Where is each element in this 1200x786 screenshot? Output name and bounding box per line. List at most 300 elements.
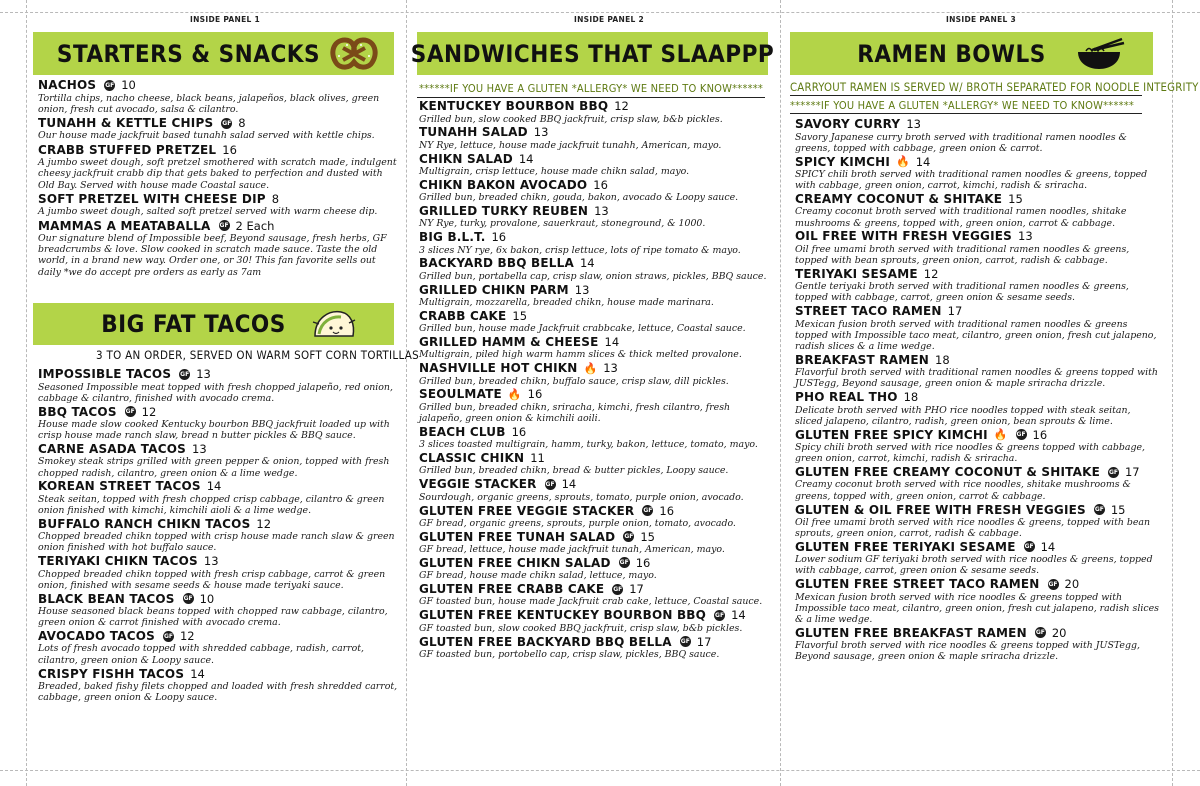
menu-item-name: GLUTEN FREE TUNAH SALAD bbox=[419, 529, 616, 544]
menu-item-crispy-fishh-tacos bbox=[38, 666, 398, 703]
menu-item-price: 11 bbox=[530, 451, 545, 466]
menu-item-tunahh-salad bbox=[419, 125, 774, 151]
menu-item-price: 15 bbox=[640, 529, 655, 544]
menu-item-name: CHIKN BAKON AVOCADO bbox=[419, 177, 588, 192]
spicy-flame-icon: 🔥 bbox=[896, 155, 910, 169]
menu-item-name: BACKYARD BBQ BELLA bbox=[419, 256, 574, 271]
menu-item-price: 13 bbox=[906, 117, 921, 132]
sandwiches-notice-rule bbox=[417, 97, 765, 98]
menu-item-name: BBQ TACOS bbox=[38, 404, 117, 419]
menu-item-header bbox=[419, 151, 774, 166]
menu-item-price: 13 bbox=[203, 554, 219, 569]
menu-item-name: GLUTEN FREE CREAMY COCONUT & SHITAKE bbox=[795, 465, 1100, 480]
menu-item-description: Grilled bun, portabella cap, crisp slaw, onion straws, pickles, BBQ sauce. bbox=[419, 270, 767, 282]
menu-item-name: SEOULMATE bbox=[419, 387, 502, 402]
menu-item-price: 18 bbox=[903, 390, 919, 405]
menu-item-name: GLUTEN & OIL FREE WITH FRESH VEGGIES bbox=[795, 502, 1086, 517]
menu-item-name: TERIYAKI CHIKN TACOS bbox=[38, 554, 198, 569]
menu-item-header bbox=[795, 192, 1160, 207]
menu-item-description: House made slow cooked Kentucky bourbon BBQ jackfruit loaded up with crisp house made ranch slaw, bread n butter pickles & BBQ sauce. bbox=[38, 418, 390, 442]
menu-item-name: AVOCADO TACOS bbox=[38, 629, 155, 644]
menu-item-header bbox=[795, 154, 1160, 169]
gluten-free-badge-icon: GF bbox=[619, 559, 629, 567]
menu-item-price: 8 bbox=[271, 191, 280, 206]
menu-item-description: Steak seitan, topped with fresh chopped crisp cabbage, cilantro & green onion finished with kimchi, kimchili aioli & a lime wedge. bbox=[38, 493, 385, 516]
menu-item-name: CARNE ASADA TACOS bbox=[38, 442, 186, 457]
menu-item-header bbox=[795, 502, 1160, 517]
menu-item-price: 16 bbox=[1032, 427, 1048, 442]
menu-item-description: Mexican fusion broth served with traditional ramen noodles & greens topped with Impossible taco meat, cilantro, green onion, fresh cut jalapeno, radish slices & a lime wedge. bbox=[795, 318, 1157, 352]
menu-item-big-b-l-t bbox=[419, 230, 774, 256]
menu-item-price: 20 bbox=[1051, 625, 1067, 640]
menu-item-name: BUFFALO RANCH CHIKN TACOS bbox=[38, 516, 251, 531]
menu-item-creamy-coconut-shitake bbox=[795, 192, 1160, 229]
menu-item-mammas-a-meataballa bbox=[38, 218, 398, 277]
menu-item-description: Tortilla chips, nacho cheese, black beans, jalapeños, black olives, green onion, fresh cut avocado, salsa & cilantro. bbox=[38, 92, 380, 115]
menu-item-header bbox=[795, 465, 1160, 480]
menu-item-price: 16 bbox=[635, 555, 651, 570]
menu-item-description: Creamy coconut broth served with traditional ramen noodles, shitake mushrooms & greens, topped with, green onion, carrot & cabbage. bbox=[795, 206, 1127, 229]
menu-item-header bbox=[419, 582, 774, 597]
menu-item-description: Grilled bun, breaded chikn, buffalo sauce, crisp slaw, dill pickles. bbox=[419, 375, 729, 387]
menu-item-name: IMPOSSIBLE TACOS bbox=[38, 367, 172, 382]
menu-item-header bbox=[795, 267, 1160, 282]
menu-item-price: 8 bbox=[238, 116, 246, 131]
menu-item-name: GLUTEN FREE TERIYAKI SESAME bbox=[795, 539, 1016, 554]
menu-item-name: CLASSIC CHIKN bbox=[419, 451, 525, 466]
menu-item-buffalo-ranch-chikn-tacos bbox=[38, 517, 398, 554]
menu-item-price: 13 bbox=[574, 282, 590, 297]
menu-item-description: NY Rye, lettuce, house made jackfruit tunahh, American, mayo. bbox=[419, 139, 722, 151]
menu-item-gluten-oil-free-with-fresh-veggies bbox=[795, 502, 1160, 539]
pretzel-icon bbox=[329, 36, 379, 72]
ramen-bowl-icon bbox=[1072, 36, 1126, 72]
menu-item-gluten-free-creamy-coconut-shitake bbox=[795, 465, 1160, 502]
menu-item-header bbox=[419, 451, 774, 466]
menu-item-grilled-chikn-parm bbox=[419, 282, 774, 308]
menu-item-bbq-tacos bbox=[38, 404, 398, 441]
menu-item-header bbox=[38, 666, 398, 681]
menu-item-price: 16 bbox=[593, 177, 608, 192]
menu-item-price: 17 bbox=[947, 304, 963, 319]
menu-item-name: TUNAHH SALAD bbox=[419, 125, 528, 140]
menu-item-seoulmate bbox=[419, 387, 774, 424]
menu-item-nachos bbox=[38, 78, 398, 115]
menu-item-name: MAMMAS A MEATABALLA bbox=[38, 218, 211, 233]
menu-item-beach-club bbox=[419, 425, 774, 451]
starters-banner bbox=[33, 32, 394, 75]
menu-item-header bbox=[795, 353, 1160, 368]
menu-item-description: Multigrain, mozzarella, breaded chikn, house made marinara. bbox=[419, 296, 714, 308]
menu-item-description: Oil free umami broth served with rice noodles & greens, topped with bean sprouts, green onion, carrot, radish & cabbage. bbox=[795, 516, 1151, 539]
menu-item-header bbox=[795, 117, 1160, 132]
menu-item-description: 3 slices NY rye, 6x bakon, crisp lettuce, lots of ripe tomato & mayo. bbox=[419, 244, 741, 256]
trim-guide-top bbox=[0, 12, 1200, 13]
menu-item-impossible-tacos bbox=[38, 367, 398, 404]
menu-item-header bbox=[419, 556, 774, 571]
gluten-free-badge-icon: GF bbox=[163, 632, 173, 640]
menu-item-header bbox=[38, 192, 398, 207]
menu-item-gluten-free-teriyaki-sesame bbox=[795, 540, 1160, 577]
menu-item-price: 14 bbox=[915, 154, 931, 169]
menu-item-name: GLUTEN FREE BACKYARD BBQ BELLA bbox=[419, 634, 672, 649]
menu-item-header bbox=[419, 387, 774, 402]
menu-item-header bbox=[38, 367, 398, 382]
menu-item-header bbox=[419, 230, 774, 245]
panel-label-1: INSIDE PANEL 1 bbox=[190, 15, 261, 24]
menu-item-description: Seasoned Impossible meat topped with fresh chopped jalapeño, red onion, cabbage & cilantro, finished with avocado crema. bbox=[38, 381, 393, 404]
gluten-free-badge-icon: GF bbox=[219, 222, 229, 230]
fold-guide-1 bbox=[406, 0, 407, 786]
menu-item-header bbox=[38, 404, 398, 419]
menu-item-backyard-bbq-bella bbox=[419, 256, 774, 282]
menu-item-gluten-free-tunah-salad bbox=[419, 529, 774, 555]
menu-item-description: GF toasted bun, slow cooked BBQ jackfruit, crisp slaw, b&b pickles. bbox=[419, 622, 743, 634]
menu-item-gluten-free-spicy-kimchi bbox=[795, 427, 1160, 464]
menu-item-description: Flavorful broth served with rice noodles & greens topped with JUSTegg, Beyond sausage, green onion & maple sriracha drizzle. bbox=[795, 640, 1140, 663]
menu-item-name: BREAKFAST RAMEN bbox=[795, 352, 929, 367]
menu-item-gluten-free-chikn-salad bbox=[419, 556, 774, 582]
sandwiches-title: SANDWICHES THAT SLAAPPP bbox=[410, 39, 775, 68]
menu-item-gluten-free-veggie-stacker bbox=[419, 503, 774, 529]
menu-item-header bbox=[38, 479, 398, 494]
menu-item-description: Grilled bun, breaded chikn, bread & butter pickles, Loopy sauce. bbox=[419, 465, 729, 477]
menu-item-header bbox=[419, 529, 774, 544]
ramen-banner bbox=[790, 32, 1153, 75]
menu-item-oil-free-with-fresh-veggies bbox=[795, 229, 1160, 266]
menu-item-description: Lower sodium GF teriyaki broth served with rice noodles & greens, topped with cabbage, carrot, green onion & sesame seeds. bbox=[795, 554, 1153, 577]
menu-item-description: Our house made jackfruit based tunahh salad served with kettle chips. bbox=[38, 130, 375, 142]
gluten-free-badge-icon: GF bbox=[1035, 629, 1045, 637]
menu-item-header bbox=[38, 116, 398, 131]
menu-item-gluten-free-backyard-bbq-bella bbox=[419, 634, 774, 660]
menu-item-teriyaki-chikn-tacos bbox=[38, 554, 398, 591]
menu-item-description: Lots of fresh avocado topped with shredded cabbage, radish, carrot, cilantro, green onion & Loopy sauce. bbox=[38, 643, 365, 666]
menu-item-description: Flavorful broth served with traditional ramen noodles & greens topped with JUSTegg, Beyond sausage, green onion & maple sriracha drizzle. bbox=[795, 367, 1158, 390]
menu-item-chikn-bakon-avocado bbox=[419, 178, 774, 204]
menu-item-price: 17 bbox=[696, 634, 712, 649]
menu-item-header bbox=[419, 204, 774, 219]
menu-item-header bbox=[795, 304, 1160, 319]
menu-item-price: 17 bbox=[1124, 465, 1140, 480]
menu-item-description: Oil free umami broth served with traditional ramen noodles & greens, topped with bean sprouts, green onion, carrot, radish & cabbage. bbox=[795, 243, 1130, 266]
menu-item-header bbox=[38, 517, 398, 532]
gluten-free-badge-icon: GF bbox=[1108, 468, 1118, 476]
menu-item-header bbox=[38, 143, 398, 158]
menu-item-nashville-hot-chikn bbox=[419, 361, 774, 387]
menu-item-header bbox=[419, 256, 774, 271]
menu-item-chikn-salad bbox=[419, 151, 774, 177]
menu-item-name: CHIKN SALAD bbox=[419, 151, 513, 166]
menu-item-price: 12 bbox=[256, 516, 272, 531]
menu-item-price: 13 bbox=[196, 367, 211, 382]
menu-item-header bbox=[38, 591, 398, 606]
gluten-free-badge-icon: GF bbox=[105, 81, 115, 89]
menu-item-price: 13 bbox=[192, 442, 207, 457]
menu-item-description: A jumbo sweet dough, soft pretzel smothered with scratch made, indulgent cheesy jackfruit crabb dip that gets baked to perfection and dusted with Old Bay. Served with house made Coastal sauce. bbox=[38, 157, 397, 191]
menu-item-description: Savory Japanese curry broth served with traditional ramen noodles & greens, topped with cabbage, green onion & carrot. bbox=[795, 131, 1127, 154]
fold-guide-2 bbox=[780, 0, 781, 786]
sandwiches-allergy-notice: ******IF YOU HAVE A GLUTEN *ALLERGY* WE NEED TO KNOW****** bbox=[419, 82, 764, 95]
menu-item-street-taco-ramen bbox=[795, 304, 1160, 352]
menu-item-header bbox=[419, 503, 774, 518]
menu-item-carne-asada-tacos bbox=[38, 442, 398, 479]
menu-item-price: 16 bbox=[222, 142, 237, 157]
panel-label-3: INSIDE PANEL 3 bbox=[946, 15, 1017, 24]
menu-item-name: KOREAN STREET TACOS bbox=[38, 479, 201, 494]
menu-item-header bbox=[419, 361, 774, 376]
menu-item-header bbox=[419, 125, 774, 140]
menu-item-gluten-free-breakfast-ramen bbox=[795, 626, 1160, 663]
menu-item-price: 14 bbox=[518, 151, 534, 166]
menu-item-price: 14 bbox=[561, 477, 577, 492]
menu-item-description: Sourdough, organic greens, sprouts, tomato, purple onion, avocado. bbox=[419, 491, 744, 503]
menu-item-price: 15 bbox=[1110, 502, 1126, 517]
menu-item-name: GLUTEN FREE SPICY KIMCHI bbox=[795, 427, 988, 442]
menu-item-description: Chopped breaded chikn topped with crisp house made ranch slaw & green onion finished with hot buffalo sauce. bbox=[38, 531, 395, 554]
gluten-free-badge-icon: GF bbox=[183, 595, 193, 603]
menu-item-description: GF toasted bun, house made Jackfruit crab cake, lettuce, Coastal sauce. bbox=[419, 596, 763, 608]
menu-item-avocado-tacos bbox=[38, 629, 398, 666]
menu-item-name: TUNAHH & KETTLE CHIPS bbox=[38, 116, 214, 131]
menu-item-price: 17 bbox=[629, 582, 644, 597]
menu-item-header bbox=[795, 626, 1160, 641]
sandwiches-list bbox=[419, 99, 774, 660]
tacos-title: BIG FAT TACOS bbox=[101, 310, 286, 338]
menu-item-price: 12 bbox=[923, 266, 939, 281]
ramen-notice-rule bbox=[790, 113, 1142, 114]
menu-item-black-bean-tacos bbox=[38, 591, 398, 628]
menu-item-price: 20 bbox=[1064, 577, 1080, 592]
menu-item-price: 15 bbox=[1008, 192, 1023, 207]
menu-item-header bbox=[795, 427, 1160, 442]
menu-item-price: 18 bbox=[935, 352, 950, 367]
menu-item-price: 13 bbox=[594, 204, 609, 219]
menu-item-name: KENTUCKEY BOURBON BBQ bbox=[419, 99, 609, 114]
menu-item-name: CRABB STUFFED PRETZEL bbox=[38, 142, 217, 157]
menu-item-kentuckey-bourbon-bbq bbox=[419, 99, 774, 125]
menu-item-name: GLUTEN FREE KENTUCKEY BOURBON BBQ bbox=[419, 608, 707, 623]
menu-item-description: SPICY chili broth served with traditional ramen noodles & greens, topped with cabbage, green onion, carrot, kimchi, radish & sriracha. bbox=[795, 168, 1148, 192]
menu-item-name: GLUTEN FREE BREAKFAST RAMEN bbox=[795, 625, 1027, 640]
menu-item-name: CREAMY COCONUT & SHITAKE bbox=[795, 192, 1003, 207]
menu-item-price: 13 bbox=[603, 361, 618, 376]
menu-item-name: NASHVILLE HOT CHIKN bbox=[419, 361, 578, 376]
menu-item-price: 14 bbox=[579, 256, 595, 271]
menu-item-price: 14 bbox=[1040, 539, 1056, 554]
menu-item-spicy-kimchi bbox=[795, 154, 1160, 191]
menu-item-name: TERIYAKI SESAME bbox=[795, 266, 918, 281]
gluten-free-badge-icon: GF bbox=[1024, 543, 1034, 551]
gluten-free-badge-icon: GF bbox=[1048, 580, 1058, 588]
menu-item-description: Smokey steak strips grilled with green pepper & onion, topped with fresh chopped radish, cilantro, green onion & a lime wedge. bbox=[38, 456, 390, 479]
menu-item-price: 12 bbox=[179, 629, 195, 644]
menu-item-price: 12 bbox=[141, 404, 157, 419]
menu-item-description: 3 slices toasted multigrain, hamm, turky, bakon, lettuce, tomato, mayo. bbox=[419, 439, 758, 451]
sandwiches-banner bbox=[410, 32, 775, 75]
menu-item-description: A jumbo sweet dough, salted soft pretzel served with warm cheese dip. bbox=[38, 206, 378, 218]
starters-title: STARTERS & SNACKS bbox=[56, 39, 321, 68]
menu-item-header bbox=[419, 477, 774, 492]
menu-item-description: House seasoned black beans topped with chopped raw cabbage, cilantro, green onion & carrot finished with avocado crema. bbox=[38, 605, 388, 629]
menu-item-price: 10 bbox=[199, 591, 215, 606]
panel-label-2: INSIDE PANEL 2 bbox=[574, 15, 645, 24]
menu-item-price: 12 bbox=[614, 99, 629, 114]
menu-item-name: NACHOS bbox=[38, 78, 97, 93]
menu-item-description: Grilled bun, breaded chikn, sriracha, kimchi, fresh cilantro, fresh jalapeño, green onion & kimchili aoili. bbox=[419, 401, 731, 424]
menu-item-name: OIL FREE WITH FRESH VEGGIES bbox=[795, 229, 1012, 244]
menu-item-name: BEACH CLUB bbox=[419, 424, 506, 439]
menu-item-name: SOFT PRETZEL WITH CHEESE DIP bbox=[38, 191, 266, 206]
menu-item-header bbox=[419, 309, 774, 324]
gluten-free-badge-icon: GF bbox=[624, 533, 634, 541]
menu-item-header bbox=[419, 282, 774, 297]
starters-list bbox=[38, 78, 398, 279]
menu-item-name: GLUTEN FREE VEGGIE STACKER bbox=[419, 503, 635, 518]
menu-item-price: 13 bbox=[1018, 229, 1033, 244]
menu-item-price: 2 Each bbox=[235, 218, 275, 233]
menu-item-name: GRILLED CHIKN PARM bbox=[419, 282, 569, 297]
taco-icon bbox=[311, 306, 357, 342]
menu-item-name: VEGGIE STACKER bbox=[419, 477, 537, 492]
ramen-allergy-notice: ******IF YOU HAVE A GLUTEN *ALLERGY* WE NEED TO KNOW****** bbox=[790, 99, 1135, 112]
ramen-carryout-note: CARRYOUT RAMEN IS SERVED W/ BROTH SEPARATED FOR NOODLE INTEGRITY bbox=[790, 81, 1199, 94]
menu-item-name: GLUTEN FREE CRABB CAKE bbox=[419, 582, 605, 597]
menu-item-name: CRISPY FISHH TACOS bbox=[38, 666, 185, 681]
gluten-free-badge-icon: GF bbox=[180, 370, 190, 378]
tacos-list bbox=[38, 367, 398, 704]
menu-item-description: Delicate broth served with PHO rice noodles topped with steak seitan, sliced jalapeno, cilantro, radish, green onion, bean sprouts & lime. bbox=[795, 404, 1131, 427]
menu-item-header bbox=[419, 335, 774, 350]
menu-item-grilled-hamm-cheese bbox=[419, 335, 774, 361]
menu-item-name: GRILLED TURKY REUBEN bbox=[419, 204, 589, 219]
ramen-carryout-rule bbox=[790, 95, 1142, 96]
trim-guide-right bbox=[1172, 0, 1173, 786]
gluten-free-badge-icon: GF bbox=[680, 638, 690, 646]
menu-item-tunahh-kettle-chips bbox=[38, 116, 398, 142]
menu-item-crabb-stuffed-pretzel bbox=[38, 143, 398, 191]
menu-item-soft-pretzel-with-cheese-dip bbox=[38, 192, 398, 218]
menu-item-name: GLUTEN FREE CHIKN SALAD bbox=[419, 555, 611, 570]
menu-item-price: 16 bbox=[527, 387, 543, 402]
ramen-title: RAMEN BOWLS bbox=[857, 39, 1046, 68]
gluten-free-badge-icon: GF bbox=[1094, 506, 1104, 514]
menu-item-grilled-turky-reuben bbox=[419, 204, 774, 230]
spicy-flame-icon: 🔥 bbox=[583, 361, 598, 375]
menu-item-price: 13 bbox=[533, 125, 549, 140]
menu-item-price: 10 bbox=[121, 78, 136, 93]
menu-item-header bbox=[419, 608, 774, 623]
menu-item-header bbox=[38, 442, 398, 457]
menu-item-name: STREET TACO RAMEN bbox=[795, 304, 942, 319]
gluten-free-badge-icon: GF bbox=[643, 507, 653, 514]
menu-item-header bbox=[795, 540, 1160, 555]
menu-item-header bbox=[419, 99, 774, 114]
menu-item-description: Spicy chili broth served with rice noodles & greens topped with cabbage, green onion, carrot, kimchi, radish & sriracha. bbox=[795, 441, 1145, 465]
menu-item-description: Multigrain, crisp lettuce, house made chikn salad, mayo. bbox=[419, 165, 690, 177]
gluten-free-badge-icon: GF bbox=[545, 480, 555, 488]
menu-item-description: Multigrain, piled high warm hamm slices & thick melted provalone. bbox=[419, 349, 742, 361]
menu-item-header bbox=[38, 629, 398, 644]
menu-item-savory-curry bbox=[795, 117, 1160, 154]
spicy-flame-icon: 🔥 bbox=[507, 387, 522, 401]
gluten-free-badge-icon: GF bbox=[1016, 431, 1026, 439]
menu-item-header bbox=[419, 425, 774, 440]
menu-item-pho-real-tho bbox=[795, 390, 1160, 427]
menu-item-description: GF toasted bun, portobello cap, crisp slaw, pickles, BBQ sauce. bbox=[419, 648, 720, 660]
menu-item-description: NY Rye, turky, provalone, sauerkraut, stoneground, & 1000. bbox=[419, 218, 706, 230]
menu-item-price: 16 bbox=[511, 424, 527, 439]
menu-item-price: 14 bbox=[190, 666, 205, 681]
tacos-banner bbox=[33, 303, 394, 345]
menu-item-name: BLACK BEAN TACOS bbox=[38, 591, 175, 606]
menu-item-gluten-free-kentuckey-bourbon-bbq bbox=[419, 608, 774, 634]
menu-item-name: SPICY KIMCHI bbox=[795, 154, 890, 169]
menu-item-description: GF bread, lettuce, house made jackfruit tunah, American, mayo. bbox=[419, 543, 725, 555]
menu-item-price: 16 bbox=[491, 230, 507, 245]
menu-item-price: 14 bbox=[604, 335, 620, 350]
menu-item-description: Chopped breaded chikn topped with fresh crisp cabbage, carrot & green onion, finished with sesame seeds & house made teriyaki sauce. bbox=[38, 568, 386, 591]
trim-guide-left bbox=[26, 0, 27, 786]
menu-item-description: Our signature blend of Impossible beef, Beyond sausage, fresh herbs, GF breadcrumbs & love. Slow cooked in scratch made sauce. Taste the old world, in a brand new way. Order one, or 30! This fan favorite sells out daily *we do accept pre orders as early as 7am bbox=[38, 232, 387, 278]
menu-item-header bbox=[419, 178, 774, 193]
menu-item-header bbox=[795, 390, 1160, 405]
menu-item-name: PHO REAL THO bbox=[795, 390, 898, 405]
menu-item-classic-chikn bbox=[419, 451, 774, 477]
menu-item-teriyaki-sesame bbox=[795, 267, 1160, 304]
menu-item-description: Gentle teriyaki broth served with traditional ramen noodles & greens, topped with cabbage, carrot, green onion & sesame seeds. bbox=[795, 281, 1129, 304]
menu-item-description: Creamy coconut broth served with rice noodles, shitake mushrooms & greens, topped with, green onion, carrot & cabbage. bbox=[795, 479, 1131, 502]
menu-item-gluten-free-street-taco-ramen bbox=[795, 577, 1160, 625]
spicy-flame-icon: 🔥 bbox=[993, 428, 1008, 442]
menu-item-price: 16 bbox=[659, 503, 675, 518]
menu-item-header bbox=[795, 577, 1160, 592]
menu-item-name: GLUTEN FREE STREET TACO RAMEN bbox=[795, 577, 1040, 592]
menu-item-description: GF bread, organic greens, sprouts, purple onion, tomato, avocado. bbox=[419, 517, 736, 529]
tacos-subtitle: 3 TO AN ORDER, SERVED ON WARM SOFT CORN TORTILLAS bbox=[96, 348, 420, 362]
gluten-free-badge-icon: GF bbox=[715, 611, 725, 619]
menu-item-description: Grilled bun, house made Jackfruit crabbcake, lettuce, Coastal sauce. bbox=[419, 323, 746, 335]
menu-item-price: 14 bbox=[731, 608, 746, 623]
menu-item-header bbox=[38, 554, 398, 569]
menu-item-description: Grilled bun, slow cooked BBQ jackfruit, crisp slaw, b&b pickles. bbox=[419, 113, 723, 125]
menu-item-veggie-stacker bbox=[419, 477, 774, 503]
menu-item-price: 14 bbox=[206, 479, 222, 494]
menu-item-description: Mexican fusion broth served with rice noodles & greens topped with Impossible taco meat, cilantro, green onion, fresh cut jalapeno, radish slices & a lime wedge. bbox=[795, 591, 1159, 625]
menu-item-price: 15 bbox=[512, 308, 528, 323]
menu-item-description: Grilled bun, breaded chikn, gouda, bakon, avocado & Loopy sauce. bbox=[419, 192, 739, 204]
menu-item-korean-street-tacos bbox=[38, 479, 398, 516]
gluten-free-badge-icon: GF bbox=[125, 408, 135, 416]
menu-item-header bbox=[419, 634, 774, 649]
menu-item-name: CRABB CAKE bbox=[419, 308, 507, 323]
trim-guide-bottom bbox=[0, 770, 1200, 771]
gluten-free-badge-icon: GF bbox=[222, 119, 232, 127]
menu-item-description: GF bread, house made chikn salad, lettuce, mayo. bbox=[419, 570, 657, 582]
menu-item-crabb-cake bbox=[419, 309, 774, 335]
menu-item-gluten-free-crabb-cake bbox=[419, 582, 774, 608]
gluten-free-badge-icon: GF bbox=[613, 585, 623, 593]
menu-item-header bbox=[38, 78, 398, 93]
menu-item-name: SAVORY CURRY bbox=[795, 117, 901, 132]
menu-item-name: GRILLED HAMM & CHEESE bbox=[419, 335, 599, 350]
ramen-list bbox=[795, 117, 1160, 663]
menu-item-description: Breaded, baked fishy filets chopped and loaded with fresh shredded carrot, cabbage, green onion & Loopy sauce. bbox=[38, 680, 398, 703]
menu-item-header bbox=[38, 218, 398, 233]
menu-item-header bbox=[795, 229, 1160, 244]
menu-item-name: BIG B.L.T. bbox=[419, 230, 486, 245]
menu-item-breakfast-ramen bbox=[795, 353, 1160, 390]
